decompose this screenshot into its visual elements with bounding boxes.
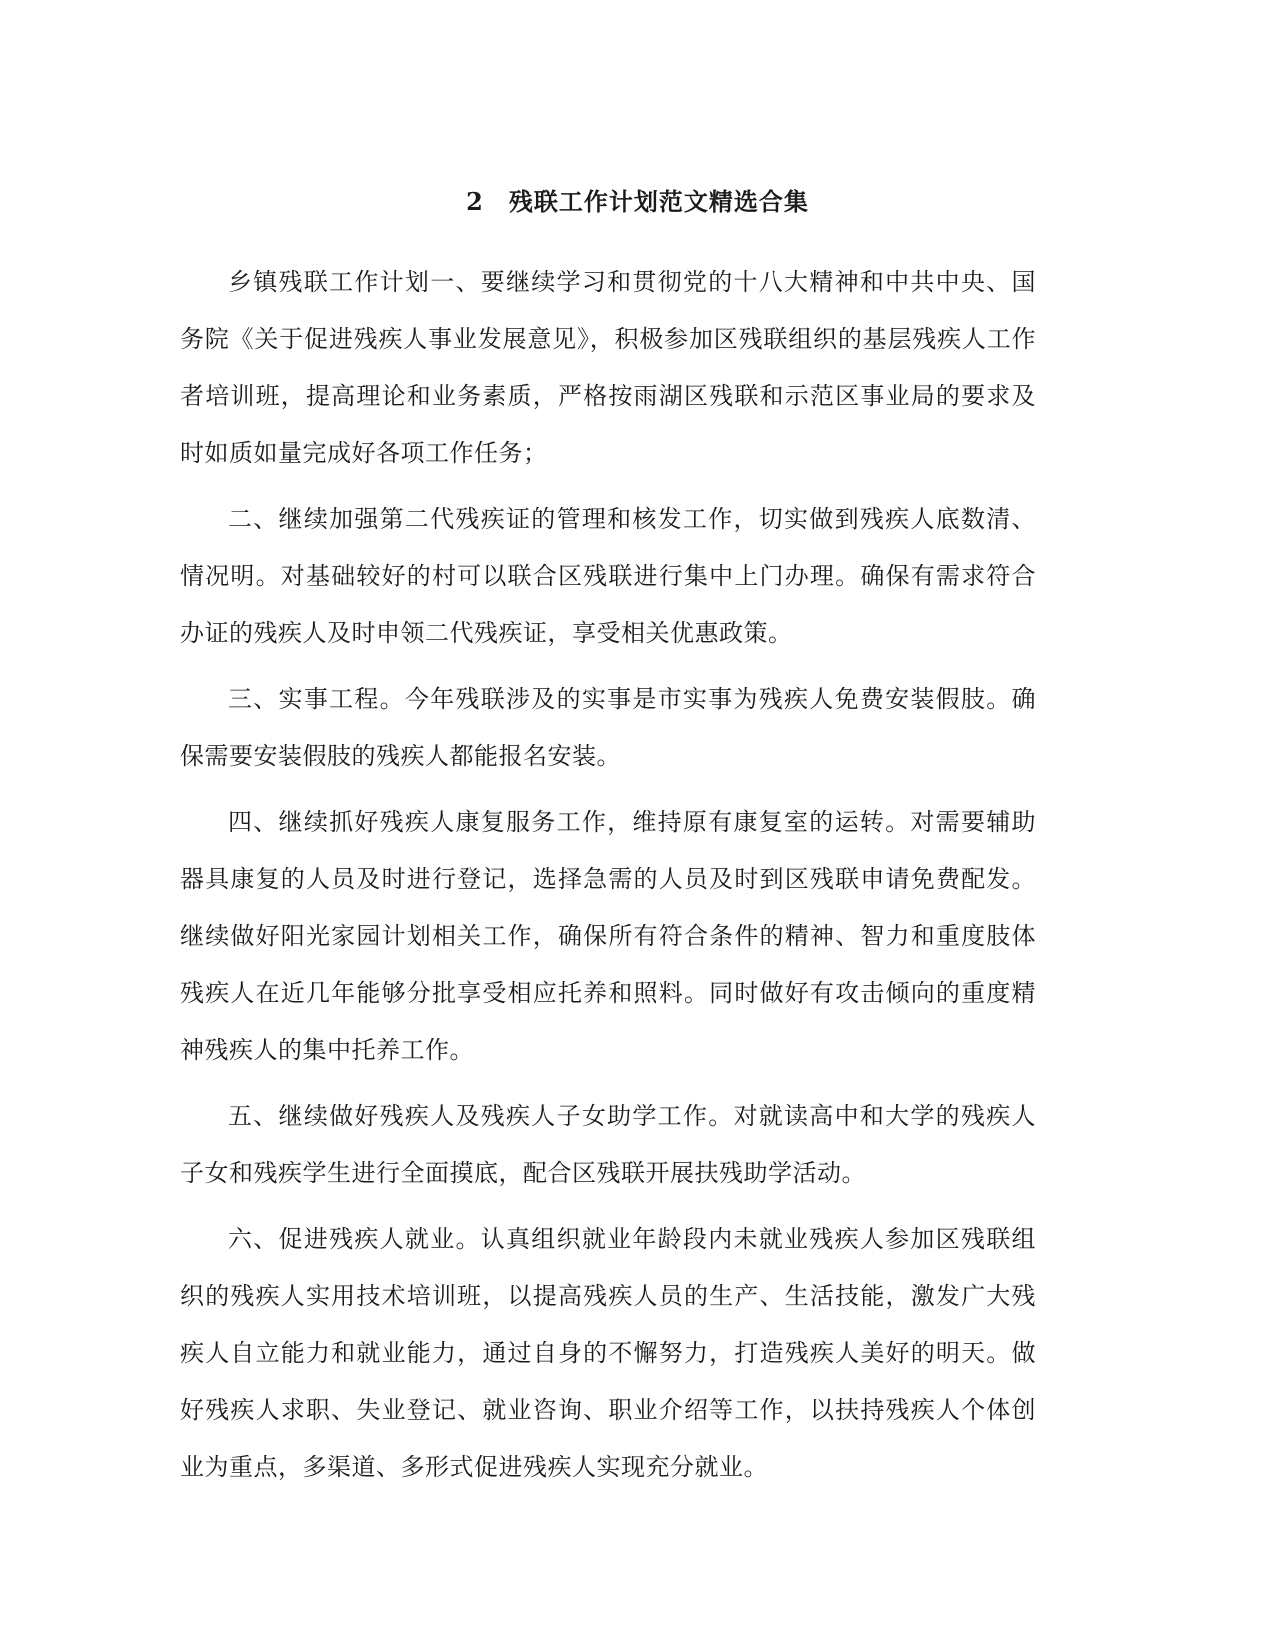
paragraph-6: 六、促进残疾人就业。认真组织就业年龄段内未就业残疾人参加区残联组织的残疾人实用技术培训班，以提高残疾人员的生产、生活技能，激发广大残疾人自立能力和就业能力，通过自身的不懈努力，打造残疾人美好的明天。做好残疾人求职、失业登记、就业咨询、职业介绍等工作，以扶持残疾人个体创业为重点，多渠道、多形式促进残疾人实现充分就业。: [180, 1225, 1036, 1481]
paragraph-1: 乡镇残联工作计划一、要继续学习和贯彻党的十八大精神和中共中央、国务院《关于促进残疾人事业发展意见》，积极参加区残联组织的基层残疾人工作者培训班，提高理论和业务素质，严格按雨湖区残联和示范区事业局的要求及时如质如量完成好各项工作任务；: [180, 268, 1036, 467]
paragraph-4: 四、继续抓好残疾人康复服务工作，维持原有康复室的运转。对需要辅助器具康复的人员及时进行登记，选择急需的人员及时到区残联申请免费配发。继续做好阳光家园计划相关工作，确保所有符合条件的精神、智力和重度肢体残疾人在近几年能够分批享受相应托养和照料。同时做好有攻击倾向的重度精神残疾人的集中托养工作。: [180, 808, 1036, 1064]
paragraph-3: 三、实事工程。今年残联涉及的实事是市实事为残疾人免费安装假肢。确保需要安装假肢的残疾人都能报名安装。: [180, 685, 1036, 770]
paragraph-2: 二、继续加强第二代残疾证的管理和核发工作，切实做到残疾人底数清、情况明。对基础较好的村可以联合区残联进行集中上门办理。确保有需求符合办证的残疾人及时申领二代残疾证，享受相关优惠政策。: [180, 505, 1036, 647]
document-body: [180, 254, 1036, 1505]
document-title: 2 残联工作计划范文精选合集: [466, 187, 809, 216]
paragraph-5: 五、继续做好残疾人及残疾人子女助学工作。对就读高中和大学的残疾人子女和残疾学生进行全面摸底，配合区残联开展扶残助学活动。: [180, 1102, 1036, 1187]
